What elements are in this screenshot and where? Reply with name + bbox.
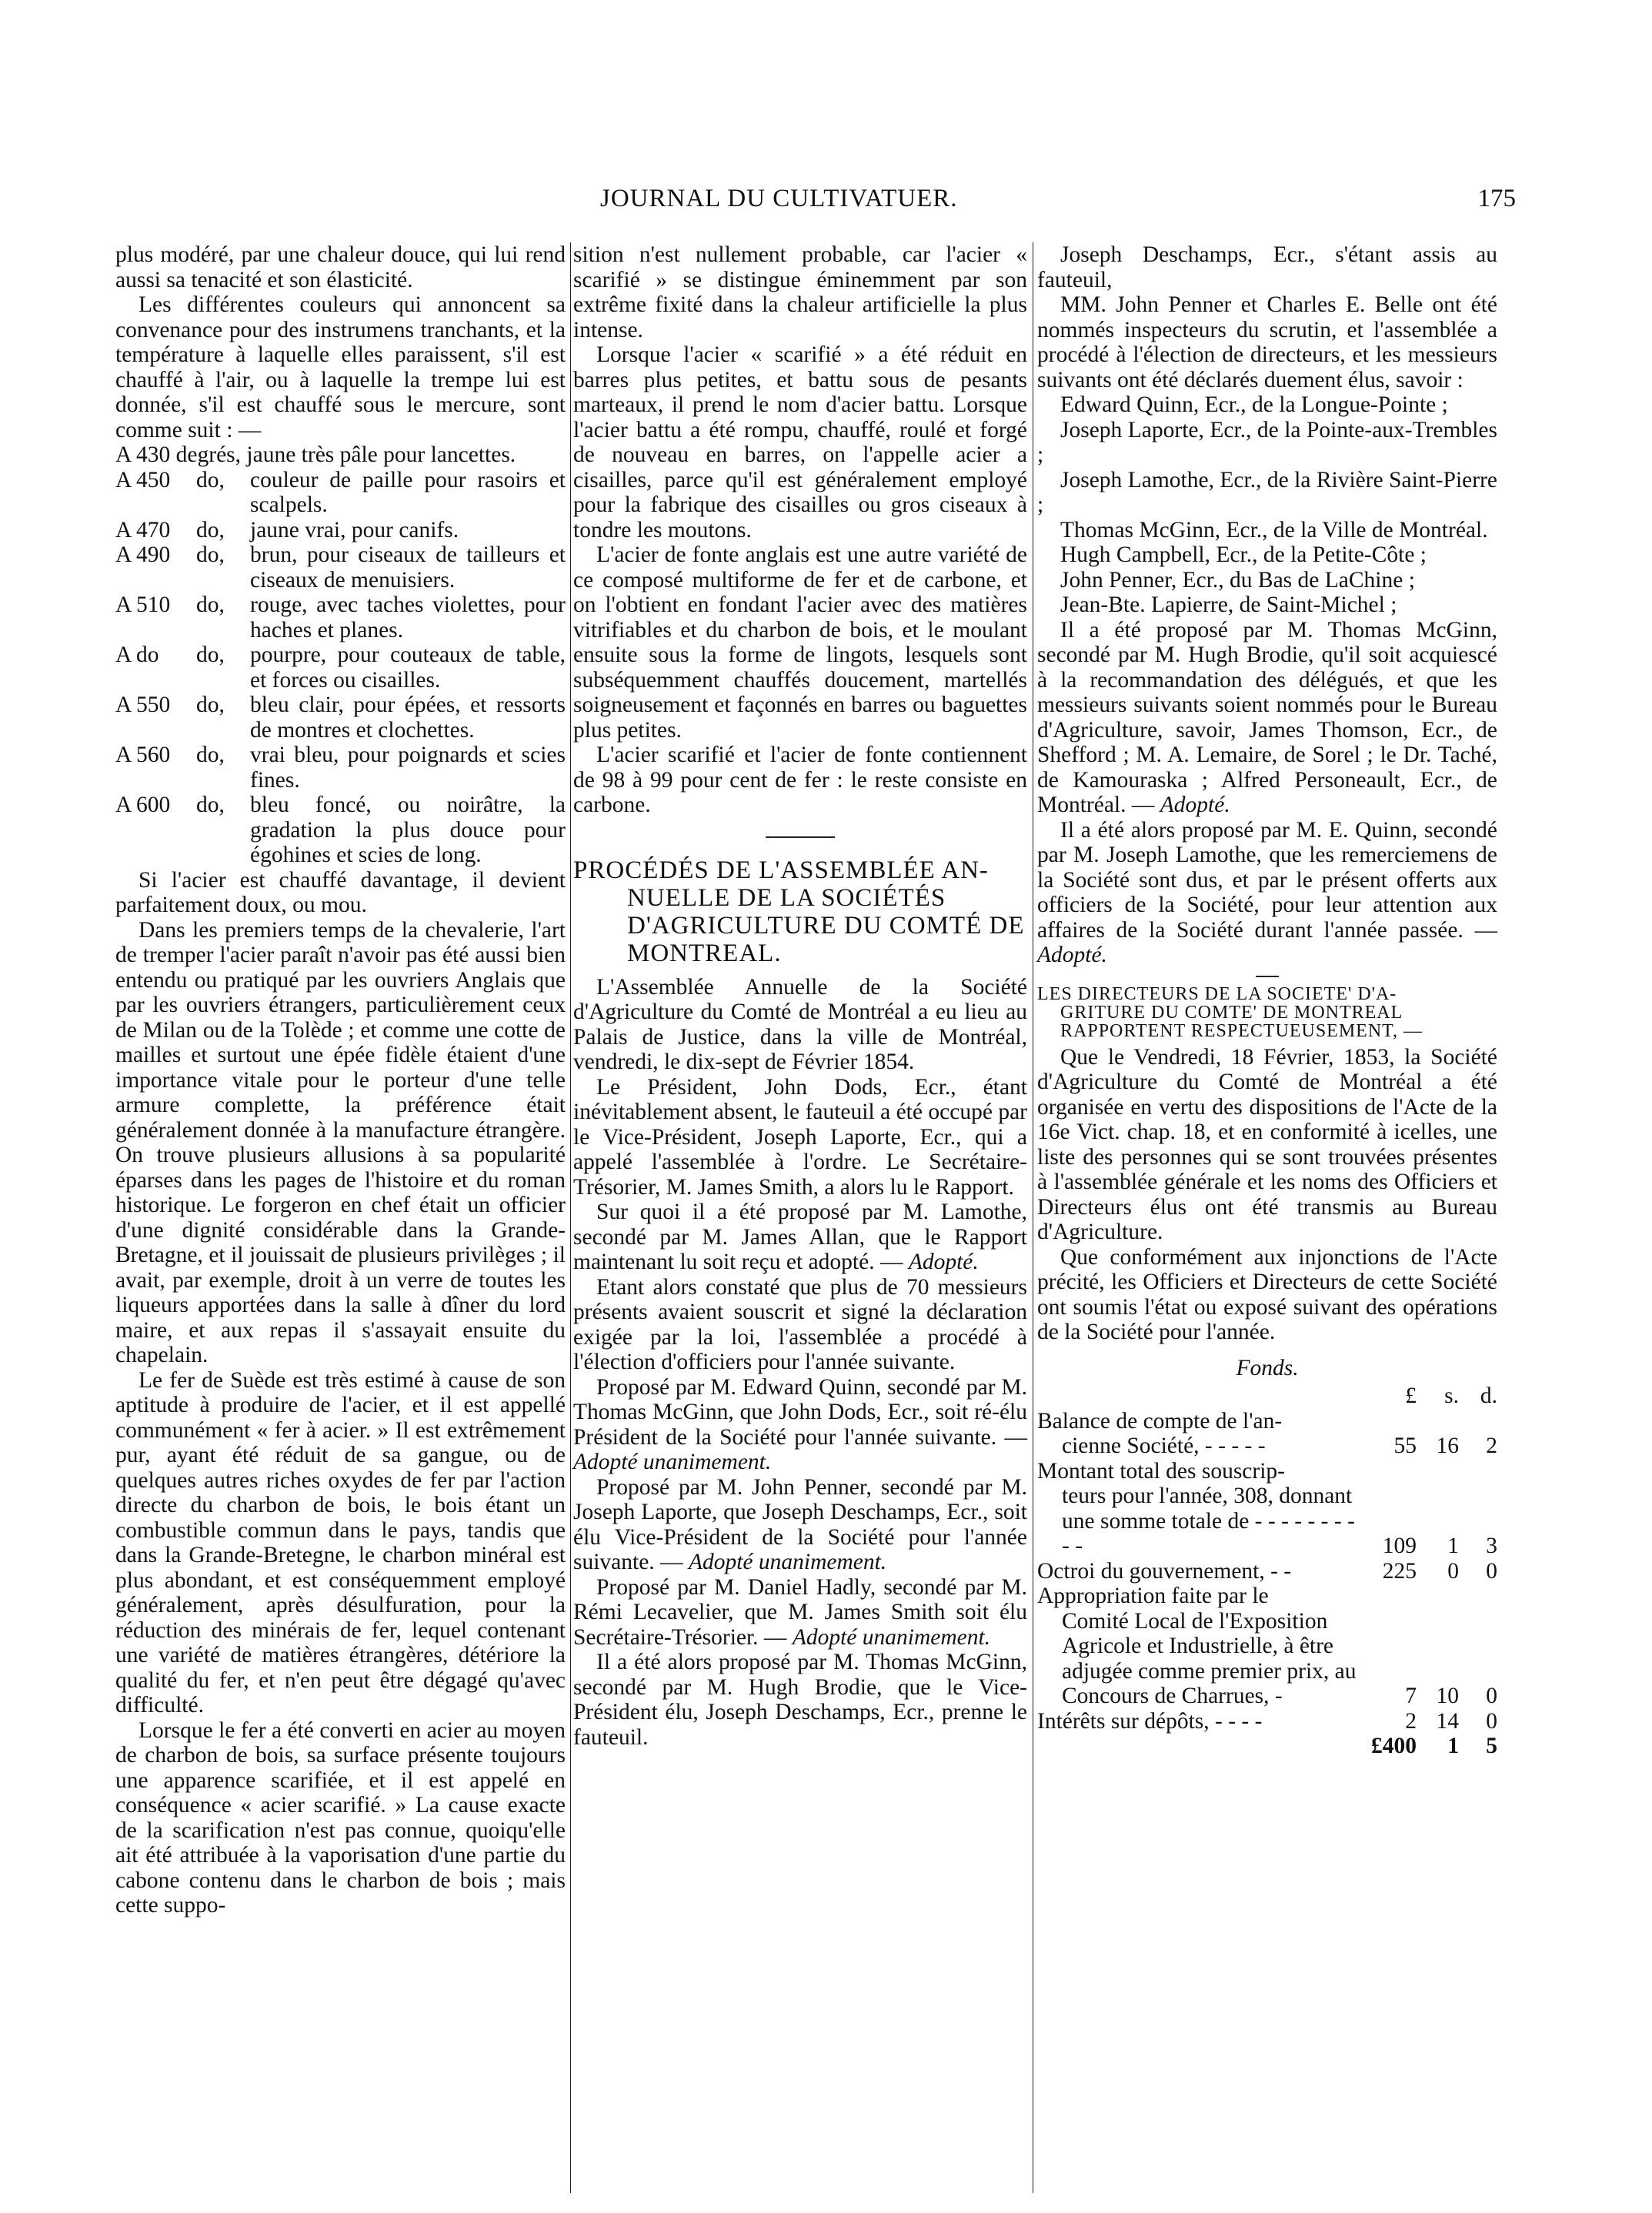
ledger-description	[1037, 1409, 1363, 1459]
column-1	[115, 242, 566, 1918]
ledger-description	[1037, 1709, 1363, 1734]
paragraph-text: Il a été proposé par M. Thomas McGinn, secondé par M. Hugh Brodie, qu'il soit acquiescé à la recommandation des délégués, et que les messieurs suivants soient nommés pour le Bureau d'Agriculture, savoir, James Thomson, Ecr., de Shefford ; M. A. Lemaire, de Sorel ; le Dr. Taché, de Kamouraska ; Alfred Personeault, Ecr., de Montréal. —	[1037, 617, 1497, 817]
ledger-shillings: 16	[1436, 1434, 1459, 1458]
paragraph: Que conformément aux injonctions de l'Acte précité, les Officiers et Directeurs de cette Société ont soumis l'état ou exposé suivant des opérations de la Société pour l'année.	[1037, 1244, 1497, 1344]
ledger-row	[1037, 1559, 1497, 1584]
total-shillings: 1	[1447, 1734, 1459, 1758]
ditto-mark: do,	[196, 542, 225, 567]
temperature-degree: A 560	[115, 743, 171, 767]
column-2	[573, 242, 1027, 1750]
ledger-desc-line: Appropriation faite par le	[1037, 1584, 1269, 1608]
ledger-desc-line: teurs pour l'année, 308, donnant une somme totale de - - - - - - - - - -	[1062, 1484, 1355, 1558]
paragraph: Lorsque l'acier « scarifié » a été réduit en barres plus petites, et battu sous de pesants marteaux, il prend le nom d'acier battu. Lorsque l'acier battu a été rompu, chauffé, roulé et forgé de nouveau en barres, on l'appelle acier a cisailles, parce qu'il est généralement employé pour la fabrique des cisailles ou gros ciseaux à tondre les moutons.	[573, 342, 1027, 542]
shillings-header: s.	[1444, 1384, 1459, 1408]
running-title: JOURNAL DU CULTIVATUER.	[600, 185, 958, 212]
paragraph: Joseph Deschamps, Ecr., s'étant assis au fauteuil,	[1037, 242, 1497, 292]
adopted-note: Adopté.	[1037, 943, 1107, 967]
ledger-desc-line: Balance de compte de l'an-	[1037, 1408, 1283, 1434]
temperature-table	[115, 442, 566, 868]
ledger-pounds: 7	[1405, 1684, 1417, 1708]
ledger-total-row	[1037, 1734, 1497, 1759]
ledger-pounds: 109	[1382, 1534, 1417, 1558]
ledger-desc-line: cienne Société, - - - - -	[1062, 1434, 1266, 1458]
temperature-degree: A do	[115, 643, 159, 667]
paragraph: Les différentes couleurs qui annoncent sa convenance pour des instrumens tranchants, et la température à laquelle elles paraissent, s'il est chauffé à l'air, ou à laquelle la trempe lui est donnée, s'il est chauffé sous le mercure, sont comme suit : —	[115, 292, 566, 442]
temperature-row	[115, 442, 566, 468]
ledger-header-row	[1037, 1384, 1497, 1409]
temperature-degree: A 550	[115, 693, 171, 717]
heading-line: GRITURE DU COMTE' DE MONTREAL RAPPORTENT RESPECTUEUSEMENT, —	[1060, 1002, 1423, 1041]
temperature-row	[115, 793, 566, 868]
paragraph: Lorsque le fer a été converti en acier au moyen de charbon de bois, sa surface présente toujours une apparence scarifiée, et il est appelé en conséquence « acier scarifié. » La cause exacte de la scarification n'est pas connue, quoiqu'elle ait été attribuée à la vaporisation d'une partie du cabone contenu dans le charbon de bois ; mais cette suppo-	[115, 1717, 566, 1918]
ditto-mark: do,	[196, 592, 225, 617]
temperature-row	[115, 518, 566, 543]
temperature-use: bleu clair, pour épées, et ressorts de montres et clochettes.	[250, 693, 566, 743]
ditto-mark: do,	[196, 643, 225, 667]
paragraph-text: Il a été alors proposé par M. E. Quinn, secondé par M. Joseph Lamothe, que les remerciemens de la Société sont dus, et par le présent offerts aux officiers de la Société, pour leur attention aux affaires de la Société durant l'année passée. —	[1037, 817, 1497, 943]
paragraph: L'acier de fonte anglais est une autre variété de ce composé multiforme de fer et de carbone, et on l'obtient en fondant l'acier avec des matières vitrifiables et du charbon de bois, et le moulant ensuite sous la forme de lingots, lesquels sont subséquemment chauffés doucement, martellés soigneusement et façonnés en barres ou baguettes plus petites.	[573, 542, 1027, 743]
ledger-desc-line: Intérêts sur dépôts, - - - -	[1037, 1708, 1263, 1734]
ditto-mark: do,	[196, 467, 225, 492]
temperature-use: vrai bleu, pour poignards et scies fines.	[250, 743, 566, 793]
ledger-pounds: 225	[1382, 1558, 1417, 1584]
ledger-shillings: 14	[1436, 1708, 1459, 1734]
section-heading	[573, 856, 1027, 967]
ledger-description	[1037, 1559, 1363, 1584]
pounds-header: £	[1405, 1384, 1417, 1408]
paragraph-text: Sur quoi il a été proposé par M. Lamothe, secondé par M. James Allan, que le Rapport maintenant lu soit reçu et adopté. —	[573, 1200, 1027, 1274]
column-divider	[570, 242, 571, 2193]
ledger-pence: 0	[1486, 1684, 1497, 1708]
ditto-mark: do,	[196, 693, 225, 717]
report-heading	[1037, 985, 1497, 1040]
ditto-mark: do,	[196, 793, 225, 817]
section-separator	[1256, 976, 1279, 977]
paragraph: Etant alors constaté que plus de 70 messieurs présents avaient souscrit et signé la déclaration exigée par la loi, l'assemblée a procédé à l'élection d'officiers pour l'année suivante.	[573, 1274, 1027, 1374]
temperature-use: rouge, avec taches violettes, pour haches et planes.	[250, 592, 566, 643]
temperature-degree: A 470	[115, 517, 171, 542]
director-entry: John Penner, Ecr., du Bas de LaChine ;	[1060, 567, 1415, 592]
heading-line: LES DIRECTEURS DE LA SOCIETE' D'A-	[1037, 983, 1397, 1004]
ledger-shillings: 0	[1447, 1558, 1459, 1584]
ledger-pence: 3	[1486, 1534, 1497, 1558]
director-entry: Thomas McGinn, Ecr., de la Ville de Montréal.	[1060, 517, 1488, 542]
ledger-pounds: 55	[1393, 1434, 1417, 1458]
total-pence: 5	[1486, 1734, 1497, 1758]
ledger-desc-line: Comité Local de l'Exposition Agricole et Industrielle, à être adjugée comme premier prix, au Concours de Charrues, -	[1062, 1608, 1357, 1708]
ledger-row	[1037, 1709, 1497, 1734]
temperature-use: jaune vrai, pour canifs.	[250, 517, 459, 542]
adopted-note: Adopté unanimement.	[688, 1550, 887, 1574]
paragraph: plus modéré, par une chaleur douce, qui lui rend aussi sa tenacité et son élasticité.	[115, 242, 566, 292]
page-number: 175	[1477, 185, 1516, 212]
adopted-note: Adopté.	[1160, 793, 1230, 817]
director-entry: Joseph Laporte, Ecr., de la Pointe-aux-Trembles ;	[1037, 417, 1497, 467]
adopted-note: Adopté.	[908, 1250, 979, 1274]
ledger-shillings: 10	[1436, 1684, 1459, 1708]
funds-ledger	[1037, 1384, 1497, 1759]
ledger-pence: 0	[1486, 1558, 1497, 1584]
paragraph: sition n'est nullement probable, car l'acier « scarifié » se distingue éminemment par son extrême fixité dans la chaleur artificielle la plus intense.	[573, 242, 1027, 342]
paragraph: L'Assemblée Annuelle de la Société d'Agriculture du Comté de Montréal a eu lieu au Palais de Justice, dans la ville de Montréal, vendredi, le dix-sept de Février 1854.	[573, 974, 1027, 1074]
temperature-use: brun, pour ciseaux de tailleurs et ciseaux de menuisiers.	[250, 542, 566, 592]
adopted-note: Adopté unanimement.	[792, 1624, 991, 1650]
ledger-desc-line: Octroi du gouvernement, - -	[1037, 1558, 1292, 1584]
ledger-shillings: 1	[1447, 1534, 1459, 1558]
paragraph	[573, 1475, 1027, 1575]
temperature-entry: A 430 degrés, jaune très pâle pour lancettes.	[115, 442, 516, 467]
ledger-description	[1037, 1584, 1363, 1709]
paragraph	[573, 1200, 1027, 1275]
ledger-row	[1037, 1459, 1497, 1559]
page-header	[115, 185, 1516, 223]
temperature-degree: A 490	[115, 542, 171, 567]
director-entry: Joseph Lamothe, Ecr., de la Rivière Saint-Pierre ;	[1037, 467, 1497, 517]
temperature-use: pourpre, pour couteaux de table, et forces ou cisailles.	[250, 643, 566, 693]
paragraph: Dans les premiers temps de la chevalerie, l'art de tremper l'acier paraît n'avoir pas été aussi bien entendu ou pratiqué par les ouvriers Anglais que par les ouvriers étrangers, particulièrement ceux de Milan ou de la Tolède ; et comme une cotte de mailles et surtout une épée fidèle étaient d'une importance vitale pour le porteur d'une telle armure complette, la préférence était généralement donnée à la manufacture étrangère. On trouve plusieurs allusions à sa popularité éparses dans les pages de l'histoire et du roman historique. Le forgeron en chef était un officier d'une dignité considérable dans la Grande-Bretagne, et il jouissait de plusieurs privilèges ; il avait, par exemple, droit à un verre de toutes les liqueurs apportées dans la salle à dîner du lord maire, et aux repas il s'assayait ensuite du chapelain.	[115, 917, 566, 1367]
ditto-mark: do,	[196, 517, 225, 542]
section-separator	[766, 836, 835, 838]
paragraph-text: Proposé par M. Edward Quinn, secondé par M. Thomas McGinn, que John Dods, Ecr., soit ré-élu Président de la Société pour l'année suivante. —	[573, 1374, 1027, 1450]
ledger-pounds: 2	[1405, 1708, 1417, 1734]
paragraph: Le Président, John Dods, Ecr., étant inévitablement absent, le fauteuil a été occupé par le Vice-Président, Joseph Laporte, Ecr., qui a appelé l'assemblée à l'ordre. Le Secrétaire-Trésorier, M. James Smith, a alors lu le Rapport.	[573, 1074, 1027, 1200]
paragraph	[1037, 618, 1497, 818]
pence-header: d.	[1480, 1384, 1497, 1408]
temperature-degree: A 510	[115, 592, 171, 617]
paragraph	[1037, 818, 1497, 968]
temperature-row	[115, 592, 566, 643]
temperature-row	[115, 693, 566, 743]
temperature-use: bleu foncé, ou noirâtre, la gradation la plus douce pour égohines et scies de long.	[250, 793, 566, 867]
ledger-row	[1037, 1409, 1497, 1459]
temperature-use: couleur de paille pour rasoirs et scalpels.	[250, 467, 566, 517]
paragraph: Le fer de Suède est très estimé à cause de son aptitude à produire de l'acier, et il est appellé communément « fer à acier. » Il est extrêmement pur, ayant été réduit de sa gangue, ou de quelques autres riches oxydes de fer par l'action directe du charbon de bois, le bois étant un combustible commun dans le pays, tandis que dans la Grande-Bretegne, le charbon minéral est plus abondant, et est conséquemment employé généralement, après désulfuration, pour la réduction des minérais de fer, lequel contenant une variété de matières étrangères, détériore la qualité du fer, et n'en peut être dégagé qu'avec difficulté.	[115, 1367, 566, 1717]
heading-line: PROCÉDÉS DE L'ASSEMBLÉE AN-	[573, 856, 989, 884]
director-entry: Edward Quinn, Ecr., de la Longue-Pointe ;	[1060, 392, 1448, 417]
temperature-row	[115, 542, 566, 592]
ditto-mark: do,	[196, 743, 225, 767]
total-pounds: £400	[1371, 1734, 1417, 1758]
temperature-degree: A 600	[115, 793, 171, 817]
heading-line: NUELLE DE LA SOCIÉTÉS D'AGRICULTURE DU COMTÉ DE MONTREAL.	[627, 883, 1025, 967]
paragraph: L'acier scarifié et l'acier de fonte contiennent de 98 à 99 pour cent de fer : le reste consiste en carbone.	[573, 743, 1027, 817]
paragraph: Que le Vendredi, 18 Février, 1853, la Société d'Agriculture du Comté de Montréal a été organisée en vertu des dispositions de l'Acte de la 16e Vict. chap. 18, et en conformité à icelles, une liste des personnes qui se sont trouvées présentes à l'assemblée générale et les noms des Officiers et Directeurs élus ont été transmis au Bureau d'Agriculture.	[1037, 1044, 1497, 1244]
adopted-note: Adopté unanimement.	[573, 1450, 772, 1474]
temperature-degree: A 450	[115, 467, 171, 492]
ledger-description	[1037, 1459, 1363, 1559]
paragraph	[573, 1575, 1027, 1651]
paragraph	[573, 1375, 1027, 1475]
temperature-row	[115, 643, 566, 693]
ledger-desc-line: Montant total des souscrip-	[1037, 1458, 1285, 1484]
paragraph: Si l'acier est chauffé davantage, il devient parfaitement doux, ou mou.	[115, 867, 566, 917]
director-entry: Jean-Bte. Lapierre, de Saint-Michel ;	[1060, 592, 1397, 617]
column-3	[1037, 242, 1497, 1759]
paragraph-text: Proposé par M. John Penner, secondé par M. Joseph Laporte, que Joseph Deschamps, Ecr., soit élu Vice-Président de la Société pour l'année suivante. —	[573, 1474, 1027, 1574]
temperature-row	[115, 468, 566, 518]
funds-title: Fonds.	[1236, 1355, 1299, 1380]
paragraph-text: Proposé par M. Daniel Hadly, secondé par M. Rémi Lecavelier, que M. James Smith soit élu Secrétaire-Trésorier. —	[573, 1574, 1027, 1650]
ledger-pence: 0	[1486, 1708, 1497, 1734]
ledger-pence: 2	[1486, 1434, 1497, 1458]
ledger-row	[1037, 1584, 1497, 1709]
director-entry: Hugh Campbell, Ecr., de la Petite-Côte ;	[1060, 542, 1427, 567]
temperature-row	[115, 743, 566, 793]
paragraph: Il a été alors proposé par M. Thomas McGinn, secondé par M. Hugh Brodie, que le Vice-Président élu, Joseph Deschamps, Ecr., prenne le fauteuil.	[573, 1650, 1027, 1750]
paragraph: MM. John Penner et Charles E. Belle ont été nommés inspecteurs du scrutin, et l'assemblée a procédé à l'élection de directeurs, et les messieurs suivants ont été déclarés duement élus, savoir :	[1037, 292, 1497, 392]
